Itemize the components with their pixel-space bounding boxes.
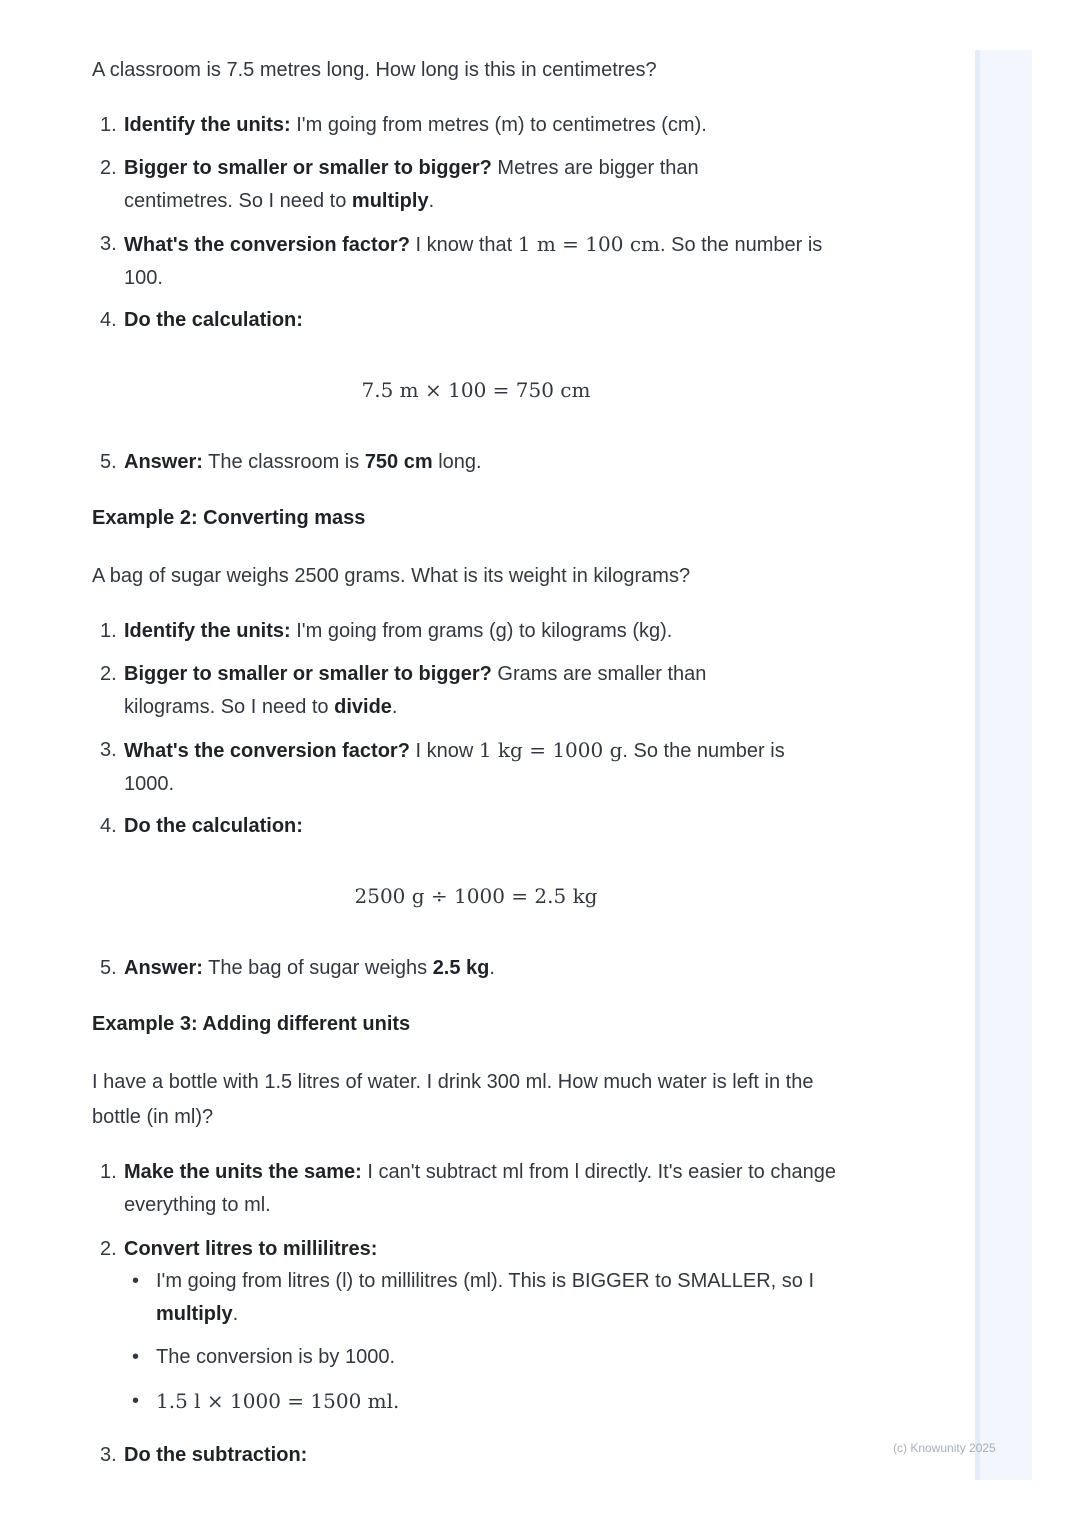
example-2-step-3	[100, 734, 800, 801]
bullet-math: 1.5 l × 1000 = 1500 ml	[156, 1389, 394, 1413]
bullet-emphasis: multiply	[156, 1303, 233, 1325]
step-text: I know that	[409, 234, 518, 256]
bullet-end: .	[232, 1303, 239, 1325]
step-label: What's the conversion factor?	[124, 740, 410, 762]
step-text: The bag of sugar weighs	[202, 957, 433, 979]
step-text: I can't subtract ml from l directly. It's easier to change everything to ml.	[124, 1161, 836, 1216]
step-text-end: . So the number is 1000.	[124, 740, 785, 795]
step-label: Do the calculation:	[124, 815, 303, 837]
step-text: The classroom is	[202, 451, 365, 473]
example-3-question: I have a bottle with 1.5 litres of water. I drink 300 ml. How much water is left in the bottle (in ml)?	[92, 1071, 814, 1128]
step-end: .	[489, 957, 495, 979]
step-text: I'm going from metres (m) to centimetres (cm).	[290, 114, 707, 136]
example-3-heading: Example 3: Adding different units	[92, 1013, 411, 1035]
step-text: I know	[409, 740, 479, 762]
step-label: Bigger to smaller or smaller to bigger?	[124, 663, 492, 685]
step-label: Identify the units:	[124, 620, 291, 642]
step-emphasis: multiply	[351, 190, 429, 212]
step-number: 2.	[100, 1238, 117, 1260]
step-number: 1.	[100, 620, 117, 642]
step-number: 4.	[100, 815, 117, 837]
step-text: Grams are smaller than kilograms. So I need to	[124, 663, 707, 718]
step-text: I'm going from grams (g) to kilograms (kg).	[290, 620, 673, 642]
example-1-step-1	[100, 109, 840, 142]
step-number: 2.	[100, 157, 117, 179]
copyright-notice: (c) Knowunity 2025	[893, 1441, 996, 1455]
example-1-question: A classroom is 7.5 metres long. How long is this in centimetres?	[92, 59, 657, 81]
step-text: Metres are bigger than centimetres. So I need to	[124, 157, 699, 212]
example-2-step-5	[100, 952, 840, 985]
step-number: 3.	[100, 233, 117, 255]
example-3-bullet-3	[132, 1385, 832, 1419]
step-label: Answer:	[124, 451, 203, 473]
example-2-question: A bag of sugar weighs 2500 grams. What is its weight in kilograms?	[92, 565, 691, 587]
step-emphasis: 2.5 kg	[432, 957, 490, 979]
example-2-step-1	[100, 615, 840, 648]
bullet-dot: •	[132, 1346, 140, 1368]
step-label: Answer:	[124, 957, 203, 979]
bullet-text: The conversion is by 1000.	[156, 1346, 396, 1368]
step-label: Convert litres to millilitres:	[124, 1238, 378, 1260]
step-label: Identify the units:	[124, 114, 291, 136]
bullet-text: I'm going from litres (l) to millilitres (ml). This is BIGGER to SMALLER, so I	[156, 1270, 815, 1292]
sidebar-edge	[975, 50, 980, 1480]
step-label: Bigger to smaller or smaller to bigger?	[124, 157, 492, 179]
step-text-end: . So the number is 100.	[124, 234, 823, 289]
inline-math: 1 kg = 1000 g	[478, 738, 623, 762]
step-number: 5.	[100, 957, 117, 979]
page-sidebar	[975, 50, 1032, 1480]
example-3-step-3	[100, 1439, 840, 1472]
step-end: .	[428, 190, 435, 212]
bullet-dot: •	[132, 1270, 140, 1292]
step-number: 3.	[100, 739, 117, 761]
step-end: long.	[432, 451, 482, 473]
step-label: Make the units the same:	[124, 1161, 362, 1183]
example-1-step-3	[100, 228, 840, 295]
example-3-bullet-2	[132, 1341, 832, 1374]
example-2-step-4	[100, 810, 840, 843]
example-2-heading: Example 2: Converting mass	[92, 507, 366, 529]
example-2-step-2	[100, 658, 740, 724]
step-emphasis: divide	[334, 696, 392, 718]
example-3-bullet-1	[132, 1265, 832, 1331]
example-2-equation: 2500 g ÷ 1000 = 2.5 kg	[354, 884, 598, 908]
step-number: 1.	[100, 1161, 117, 1183]
example-1-step-2	[100, 152, 740, 218]
bullet-end: .	[393, 1389, 400, 1413]
step-label: Do the calculation:	[124, 309, 303, 331]
step-number: 4.	[100, 309, 117, 331]
step-number: 2.	[100, 663, 117, 685]
example-1-step-4	[100, 304, 840, 337]
example-1-step-5	[100, 446, 840, 479]
step-emphasis: 750 cm	[364, 451, 433, 473]
step-end: .	[391, 696, 398, 718]
step-label: Do the subtraction:	[124, 1444, 308, 1466]
step-label: What's the conversion factor?	[124, 234, 410, 256]
bullet-dot: •	[132, 1390, 140, 1412]
step-number: 5.	[100, 451, 117, 473]
example-3-step-2	[100, 1233, 840, 1266]
step-number: 3.	[100, 1444, 117, 1466]
example-1-equation: 7.5 m × 100 = 750 cm	[361, 378, 591, 402]
example-3-step-1	[100, 1156, 840, 1222]
inline-math: 1 m = 100 cm	[517, 232, 660, 256]
step-number: 1.	[100, 114, 117, 136]
